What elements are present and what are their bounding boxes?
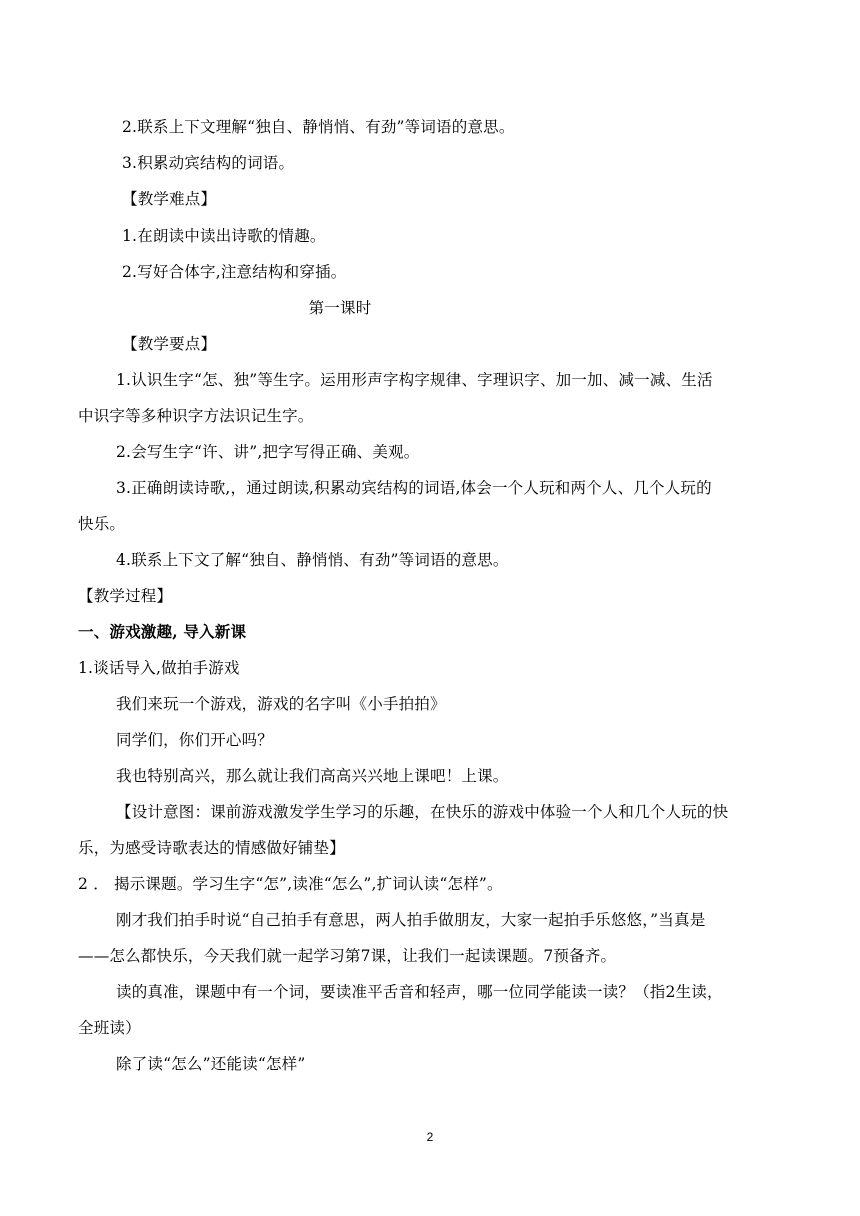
objective-3-line: 3.积累动宾结构的词语。 [122, 154, 295, 172]
step-2-heading: 2 ． 揭示课题。学习生字“怎”,读准“怎么”,扩词认读“怎样”。 [78, 875, 503, 893]
teaching-process-heading: 【教学过程】 [78, 587, 173, 605]
page-number: 2 [426, 1130, 434, 1144]
script-line-3: 我也特别高兴，那么就让我们高高兴兴地上课吧！上课。 [116, 767, 509, 785]
paragraph-2-continuation: 全班读） [78, 1019, 141, 1037]
paragraph-1-continuation: ——怎么都快乐，今天我们就一起学习第7课，让我们一起读课题。7预备齐。 [78, 947, 617, 965]
point-2-line: 2.会写生字“许、讲”,把字写得正确、美观。 [116, 443, 420, 461]
design-intent-line: 【设计意图：课前游戏激发学生学习的乐趣，在快乐的游戏中体验一个人和几个人玩的快 [116, 803, 729, 821]
point-1-continuation: 中识字等多种识字方法识记生字。 [78, 407, 314, 425]
section-1-heading: 一、游戏激趣, 导入新课 [78, 622, 247, 641]
teaching-difficulty-heading: 【教学难点】 [122, 190, 217, 208]
point-1-line: 1.认识生字“怎、独”等生字。运用形声字构字规律、字理识字、加一加、减一减、生活 [116, 371, 713, 389]
difficulty-2-line: 2.写好合体字,注意结构和穿插。 [122, 263, 347, 281]
objective-2-line: 2.联系上下文理解“独自、静悄悄、有劲”等词语的意思。 [122, 118, 515, 136]
difficulty-1-line: 1.在朗读中读出诗歌的情趣。 [122, 227, 326, 245]
paragraph-1-line: 刚才我们拍手时说“自己拍手有意思，两人拍手做朋友，大家一起拍手乐悠悠，”当真是 [116, 911, 706, 929]
point-4-line: 4.联系上下文了解“独自、静悄悄、有劲”等词语的意思。 [116, 551, 509, 569]
paragraph-3-line: 除了读“怎么”还能读“怎样” [116, 1055, 306, 1073]
script-line-2: 同学们，你们开心吗？ [116, 731, 274, 749]
point-3-continuation: 快乐。 [78, 515, 126, 533]
design-intent-continuation: 乐，为感受诗歌表达的情感做好铺垫】 [78, 839, 345, 857]
point-3-line: 3.正确朗读诗歌,，通过朗读,积累动宾结构的词语,体会一个人玩和两个人、几个人玩的 [116, 479, 712, 497]
first-lesson-title: 第一课时 [308, 299, 372, 317]
teaching-points-heading: 【教学要点】 [122, 335, 217, 353]
step-1-heading: 1.谈话导入,做拍手游戏 [78, 659, 240, 677]
script-line-1: 我们来玩一个游戏，游戏的名字叫《小手拍拍》 [116, 695, 446, 713]
paragraph-2-line: 读的真准，课题中有一个词，要读准平舌音和轻声，哪一位同学能读一读？（指2生读， [116, 983, 723, 1001]
